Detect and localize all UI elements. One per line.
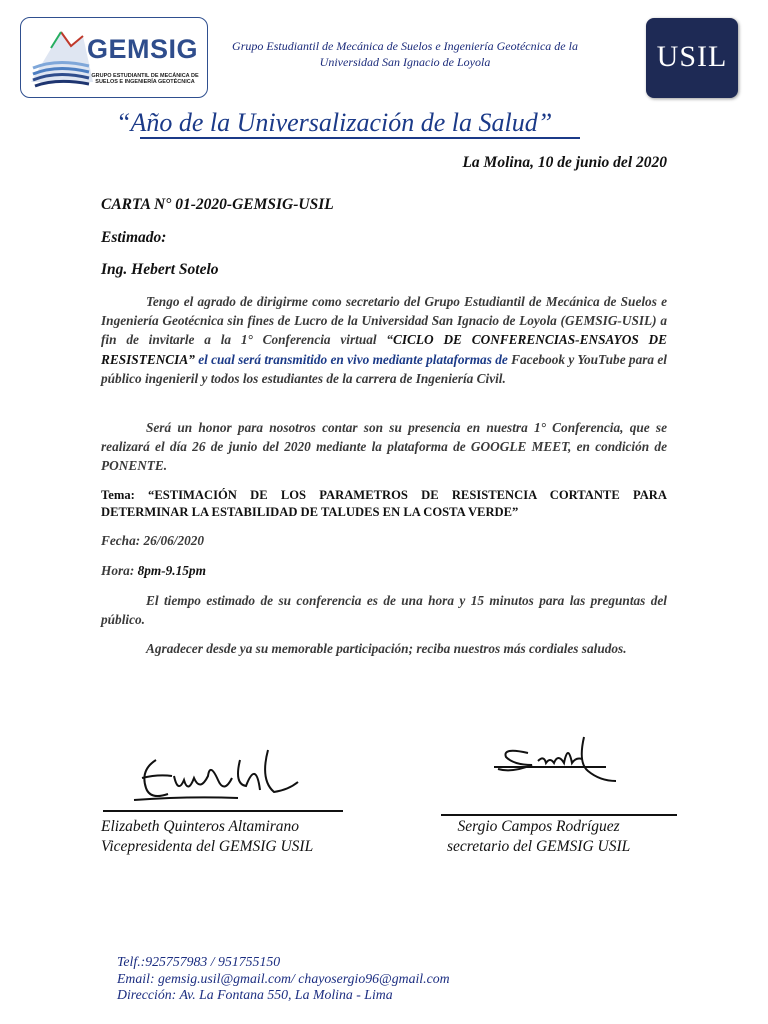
signatory-left-role: Vicepresidenta del GEMSIG USIL [101,837,314,855]
logo-word: GEMSIG [87,34,199,64]
p1-part1: Tengo el agrado de dirigirme como secretario del Grupo Estudiantil de Mecánica de Suelos e Ingeniería Geotécnica sin fines de Lucro de la Universidad San Ignacio de Loyola (GEMSIG-USIL) a fin de invitarle a la 1° Conferencia virtual “ [101,294,667,348]
signature-right [488,733,628,793]
gemsig-logo [20,17,208,98]
contact-email: Email: gemsig.usil@gmail.com/ chayosergio96@gmail.com [117,970,450,986]
p2-text: Será un honor para nosotros contar son su presencia en nuestra 1° Conferencia, que se realizará el día 26 de junio del 2020 mediante la plataforma de GOOGLE MEET, en condición de PONENTE. [101,420,667,474]
signatory-right [447,817,630,856]
letter-date: La Molina, 10 de junio del 2020 [462,154,667,171]
signatory-right-name: Sergio Campos Rodríguez [457,818,620,835]
year-motto: “Año de la Universalización de la Salud” [116,108,553,137]
p4-text: Agradecer desde ya su memorable participación; reciba nuestros más cordiales saludos. [146,641,627,656]
signature-left [128,740,308,810]
p1-part3: Facebook y YouTube para el público ingenieril y todos los estudiantes de la carrera de Ingeniería Civil. [101,351,667,386]
contact-info [117,954,450,1004]
paragraph-3 [101,591,667,629]
paragraph-1 [101,292,667,388]
p1-part2: el cual será transmitido en vivo mediante plataformas de [194,351,508,367]
paragraph-2 [101,418,667,476]
org-name [210,38,600,70]
conference-topic: Tema: “ESTIMACIÓN DE LOS PARAMETROS DE RESISTENCIA CORTANTE PARA DETERMINAR LA ESTABILIDAD DE TALUDES EN LA COSTA VERDE” [101,488,667,519]
conference-date: Fecha: 26/06/2020 [101,533,205,548]
contact-address: Dirección: Av. La Fontana 550, La Molina - Lima [117,987,393,1002]
signature-line-right [441,814,677,816]
org-line-2: Universidad San Ignacio de Loyola [319,55,491,69]
usil-logo [646,18,738,98]
time-label: Hora: [101,563,138,578]
org-line-1: Grupo Estudiantil de Mecánica de Suelos e Ingeniería Geotécnica de la [232,39,578,53]
conference-time [101,563,206,579]
recipient: Ing. Hebert Sotelo [101,261,219,278]
signature-line-left [103,810,343,812]
signatory-left-name: Elizabeth Quinteros Altamirano [101,818,300,835]
motto-underline [140,137,580,139]
paragraph-4 [101,639,667,658]
p3-text: El tiempo estimado de su conferencia es de una hora y 15 minutos para las preguntas del público. [101,593,667,628]
contact-phone: Telf.:925757983 / 951755150 [117,954,281,969]
event-name: CICLO DE CONFERENCIAS-ENSAYOS DE RESISTENCIA” [101,332,667,367]
signatory-left [101,817,313,856]
letter-number: CARTA N° 01-2020-GEMSIG-USIL [101,196,334,213]
time-value: 8pm-9.15pm [137,563,206,578]
salutation: Estimado: [101,229,167,246]
usil-logo-text: USIL [656,40,728,73]
logo-subtitle: GRUPO ESTUDIANTIL DE MECÁNICA DE SUELOS E INGENIERÍA GEOTÉCNICA [91,73,199,85]
signatory-right-role: secretario del GEMSIG USIL [447,837,631,855]
